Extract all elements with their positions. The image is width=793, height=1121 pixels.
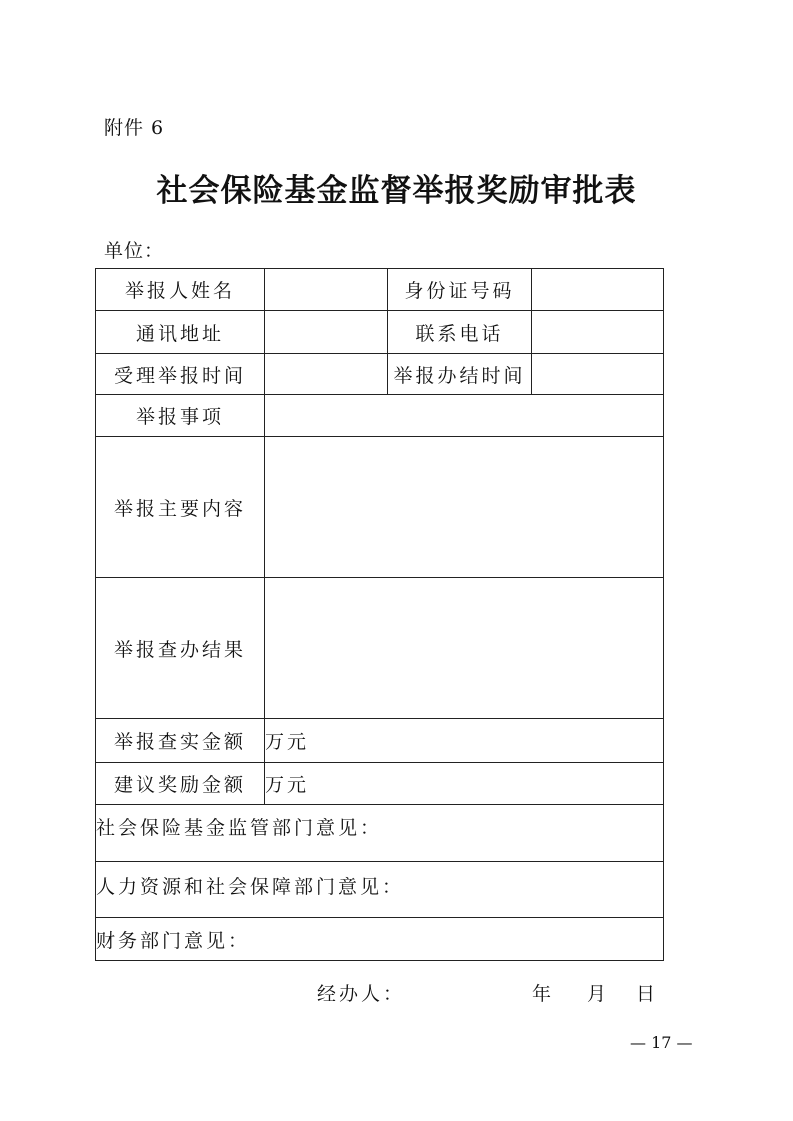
report-matter-label: 举报事项 xyxy=(96,395,265,437)
amount-unit: 万元 xyxy=(265,774,310,796)
amount-unit: 万元 xyxy=(265,731,310,753)
verified-amount-label: 举报查实金额 xyxy=(96,719,265,763)
reward-amount-label: 建议奖励金额 xyxy=(96,763,265,805)
report-content-label: 举报主要内容 xyxy=(96,437,265,578)
table-row xyxy=(96,578,664,719)
month-label: 月 xyxy=(587,983,607,1005)
table-row xyxy=(96,719,664,763)
report-accepted-time-field[interactable] xyxy=(265,354,388,395)
handler-label: 经办人： xyxy=(317,983,406,1005)
hr-social-security-opinion-field[interactable] xyxy=(96,862,664,918)
report-accepted-time-label: 受理举报时间 xyxy=(96,354,265,395)
form-title: 社会保险基金监督举报奖励审批表 xyxy=(156,173,637,209)
approval-form-table xyxy=(95,268,664,961)
report-closed-time-label: 举报办结时间 xyxy=(388,354,532,395)
finance-opinion-field[interactable] xyxy=(96,918,664,961)
verified-amount-field[interactable] xyxy=(265,719,664,763)
report-result-field[interactable] xyxy=(265,578,664,719)
unit-label: 单位： xyxy=(104,240,165,262)
table-row xyxy=(96,269,664,311)
id-number-field[interactable] xyxy=(532,269,664,311)
table-row xyxy=(96,354,664,395)
hr-social-security-opinion-label: 人力资源和社会保障部门意见： xyxy=(96,876,405,898)
report-closed-time-field[interactable] xyxy=(532,354,664,395)
report-matter-field[interactable] xyxy=(265,395,664,437)
reporter-name-field[interactable] xyxy=(265,269,388,311)
table-row xyxy=(96,918,664,961)
table-row xyxy=(96,862,664,918)
phone-label: 联系电话 xyxy=(388,311,532,354)
table-row xyxy=(96,437,664,578)
table-row xyxy=(96,763,664,805)
id-number-label: 身份证号码 xyxy=(388,269,532,311)
attachment-label: 附件 6 xyxy=(104,117,165,139)
reporter-name-label: 举报人姓名 xyxy=(96,269,265,311)
table-row xyxy=(96,395,664,437)
year-label: 年 xyxy=(532,983,552,1005)
day-label: 日 xyxy=(636,983,656,1005)
reward-amount-field[interactable] xyxy=(265,763,664,805)
table-row xyxy=(96,311,664,354)
fund-supervision-opinion-label: 社会保险基金监管部门意见： xyxy=(96,817,383,839)
page-number: — 17 — xyxy=(630,1033,693,1052)
finance-opinion-label: 财务部门意见： xyxy=(96,929,251,952)
report-result-label: 举报查办结果 xyxy=(96,578,265,719)
address-field[interactable] xyxy=(265,311,388,354)
report-content-field[interactable] xyxy=(265,437,664,578)
fund-supervision-opinion-field[interactable] xyxy=(96,805,664,862)
address-label: 通讯地址 xyxy=(96,311,265,354)
phone-field[interactable] xyxy=(532,311,664,354)
table-row xyxy=(96,805,664,862)
